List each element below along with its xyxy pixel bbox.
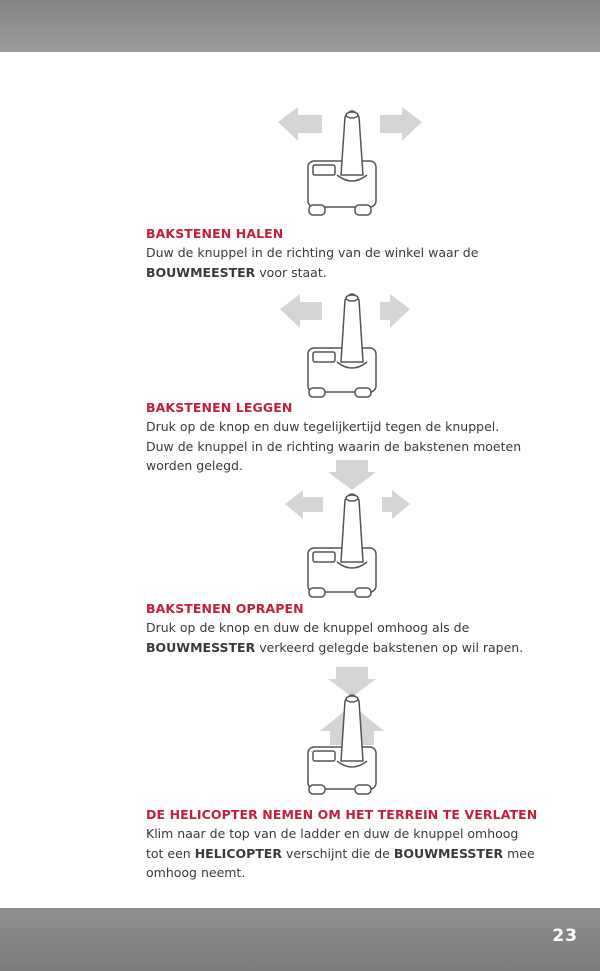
section-heading: DE HELICOPTER NEMEN OM HET TERREIN TE VERLATEN: [146, 807, 538, 822]
joystick-left-right-illustration-1: [0, 95, 600, 225]
section-bakstenen-oprapen: [146, 600, 566, 657]
arrow-right-icon: [382, 490, 410, 519]
section-bakstenen-halen: [146, 225, 566, 282]
section-helicopter: [146, 806, 566, 883]
top-gray-band: [0, 0, 600, 52]
body-line: Druk op de knop en duw tegelijkertijd tegen de knuppel.: [146, 419, 500, 434]
joystick-press-left-right-illustration: [0, 458, 600, 603]
arrow-left-icon: [285, 490, 323, 519]
body-line: BOUWMEESTER voor staat.: [146, 264, 327, 280]
arrow-left-icon: [280, 294, 322, 328]
body-line: worden gelegd.: [146, 458, 243, 473]
body-line: Duw de knuppel in de richting van de winkel waar de: [146, 245, 479, 260]
joystick-press-up-illustration: [0, 665, 600, 800]
section-heading: BAKSTENEN LEGGEN: [146, 400, 293, 415]
body-line: BOUWMESSTER verkeerd gelegde bakstenen op wil rapen.: [146, 639, 524, 655]
section-heading: BAKSTENEN HALEN: [146, 226, 284, 241]
section-heading: BAKSTENEN OPRAPEN: [146, 601, 304, 616]
section-body: [146, 618, 566, 657]
section-body: [146, 824, 566, 883]
arrow-down-icon: [328, 667, 376, 697]
arrow-right-icon: [380, 107, 422, 141]
bottom-gray-band: [0, 908, 600, 971]
body-line: Druk op de knop en duw de knuppel omhoog als de: [146, 620, 470, 635]
joystick-left-right-illustration-2: [0, 282, 600, 402]
arrow-down-icon: [328, 460, 376, 490]
body-line: omhoog neemt.: [146, 865, 246, 880]
page-number: 23: [552, 926, 578, 946]
body-line: Klim naar de top van de ladder en duw de knuppel omhoog: [146, 826, 519, 841]
body-line: tot een HELICOPTER verschijnt die de BOUWMESSTER mee: [146, 845, 535, 861]
arrow-right-icon: [380, 294, 410, 328]
arrow-left-icon: [278, 107, 322, 141]
body-line: Duw de knuppel in de richting waarin de bakstenen moeten: [146, 438, 522, 454]
section-body: [146, 243, 566, 282]
